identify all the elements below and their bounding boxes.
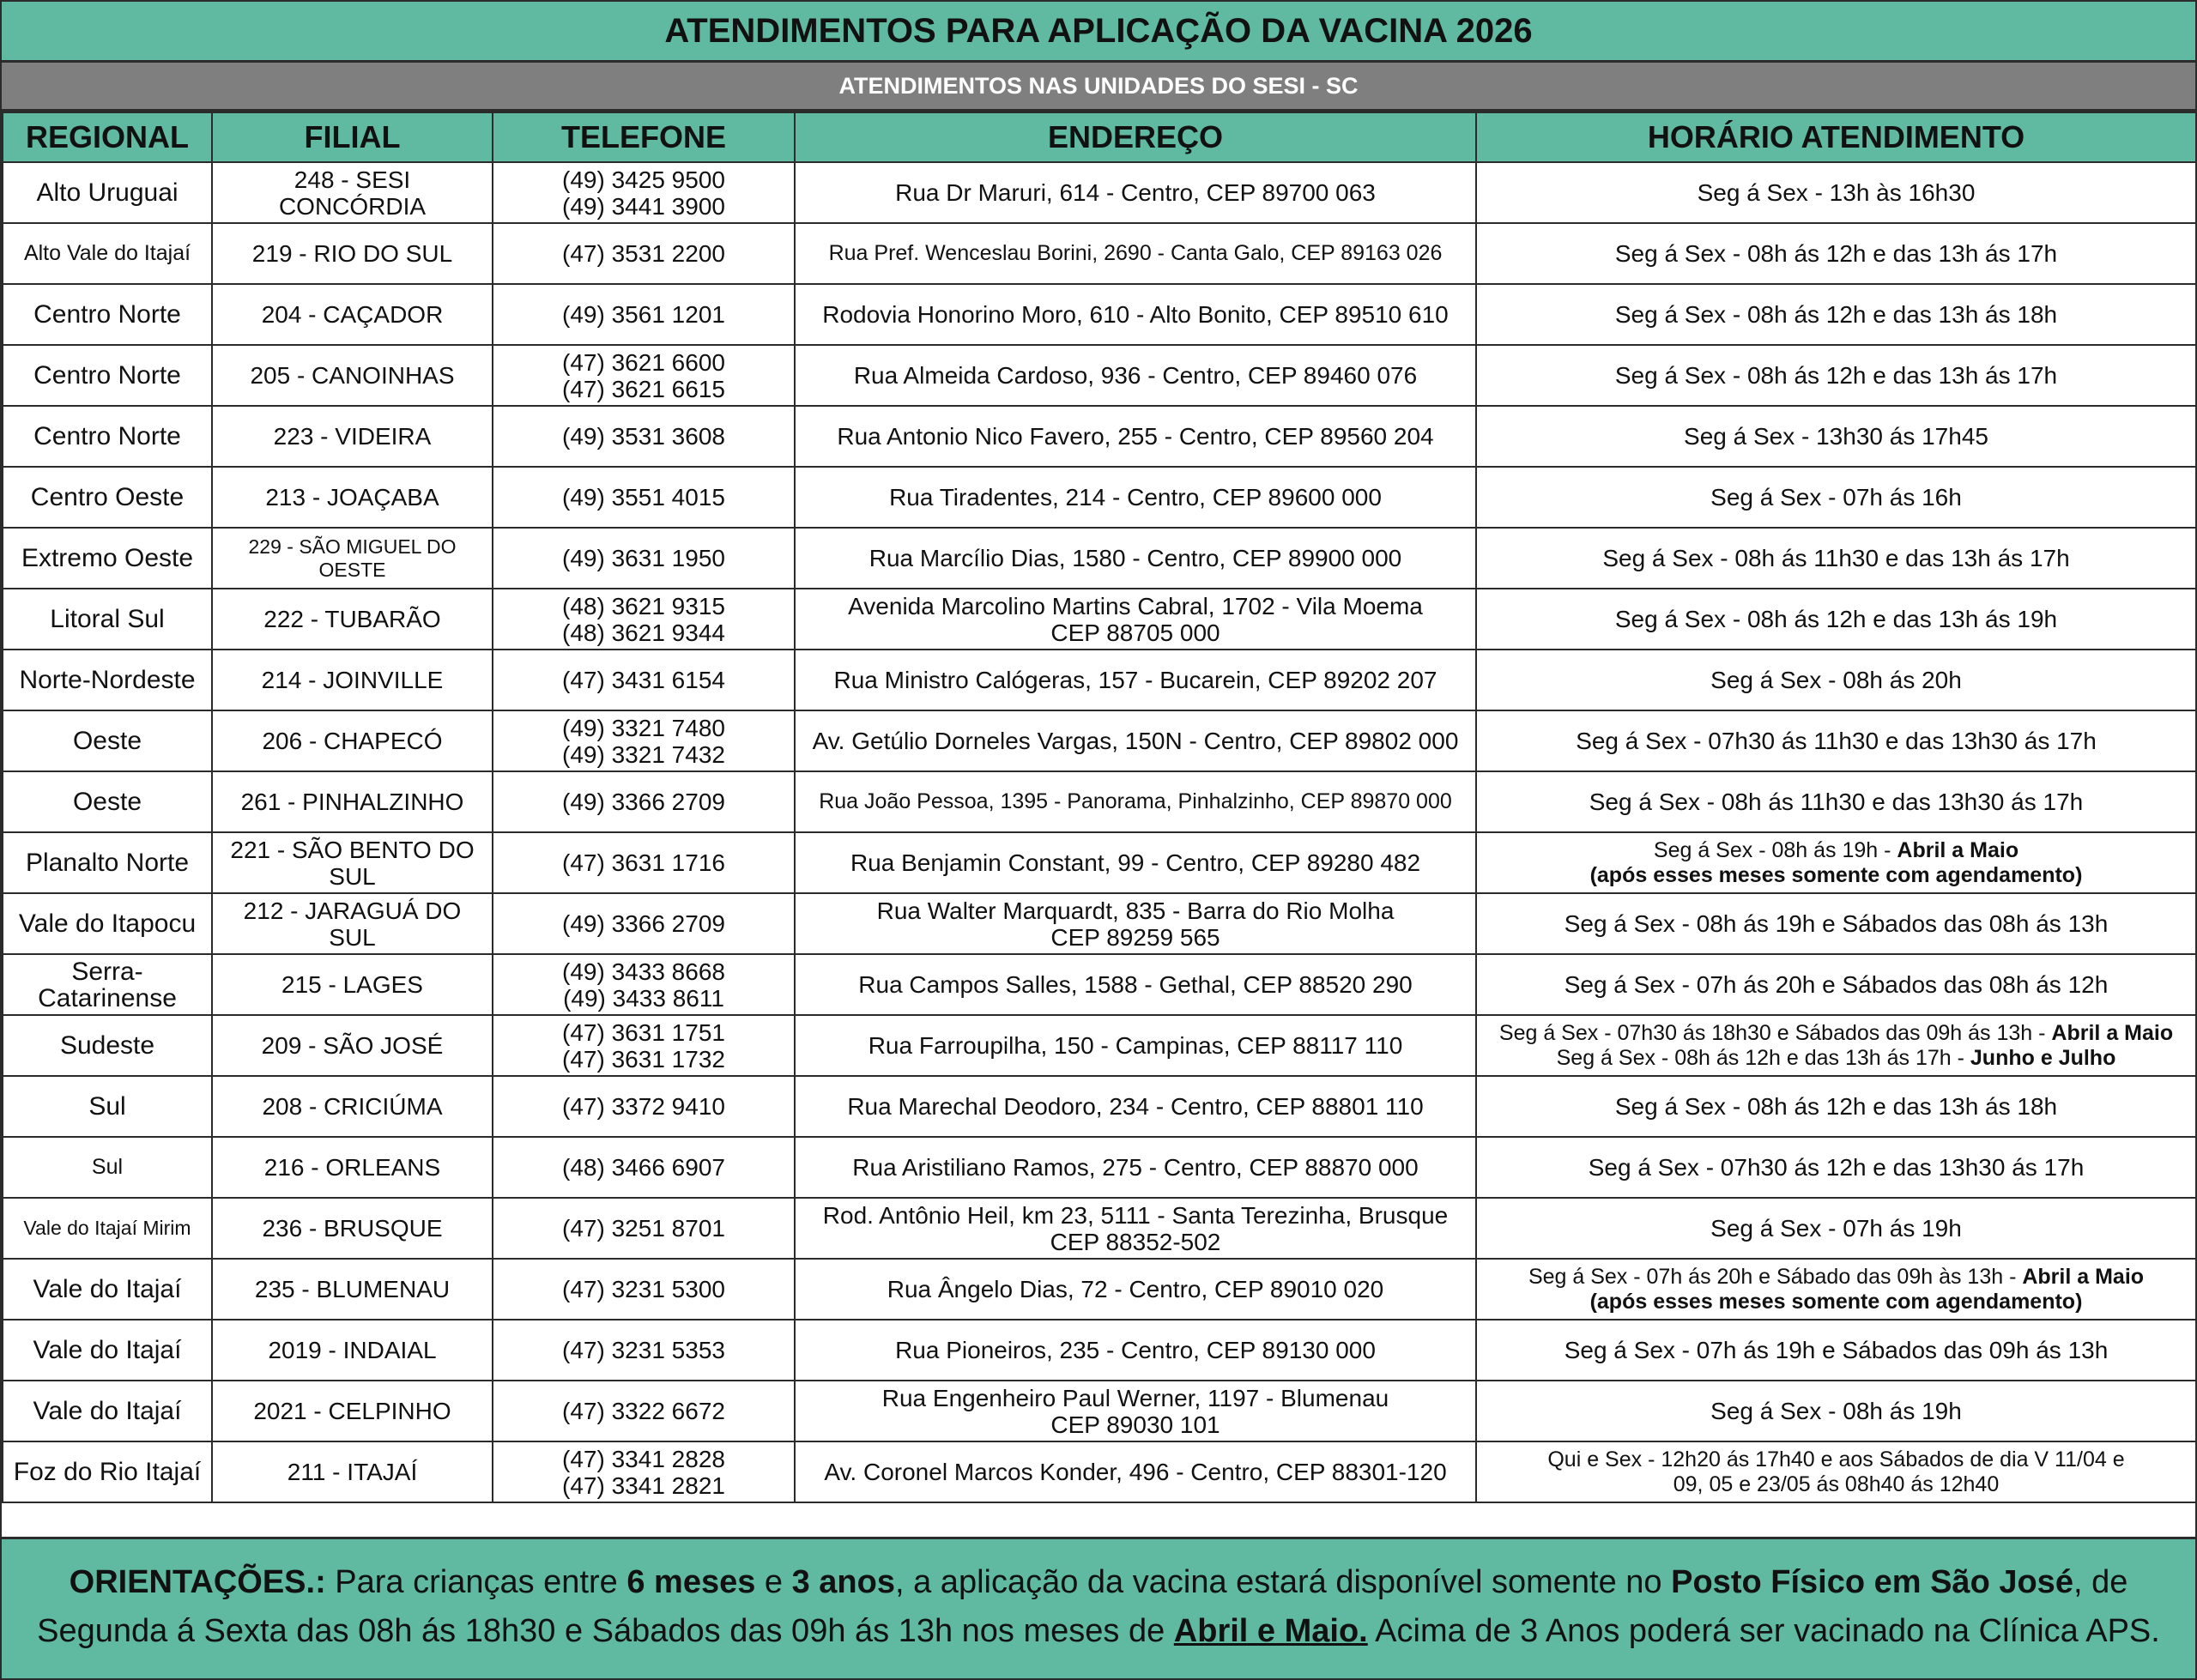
cell-endereco (795, 1381, 1476, 1441)
cell-telefone (493, 1137, 795, 1198)
cell-horario (1476, 1441, 2196, 1502)
cell-regional: Centro Norte (3, 345, 212, 406)
cell-filial: 2019 - INDAIAL (212, 1320, 493, 1381)
hours-line (1482, 301, 2190, 328)
cell-regional: Sul (3, 1076, 212, 1137)
cell-telefone (493, 345, 795, 406)
phone-number: (47) 3631 1732 (562, 1045, 725, 1073)
hours-line (1482, 362, 2190, 389)
cell-telefone (493, 528, 795, 589)
guidance-text: , a aplicação da vacina estará disponível somente no (895, 1564, 1672, 1600)
cell-telefone (493, 893, 795, 954)
phone-number: (47) 3631 1716 (562, 849, 725, 876)
cell-endereco (795, 467, 1476, 528)
phone-number: (49) 3321 7432 (562, 740, 725, 768)
cell-telefone (493, 1076, 795, 1137)
cell-filial: 236 - BRUSQUE (212, 1198, 493, 1259)
table-header-row (3, 112, 2196, 162)
address-line: Rua Tiradentes, 214 - Centro, CEP 89600 000 (889, 484, 1382, 511)
address-line: CEP 89259 565 (1050, 923, 1220, 951)
phone-number: (47) 3431 6154 (562, 667, 725, 693)
address-line: CEP 88705 000 (1050, 619, 1220, 646)
hours-period: (após esses meses somente com agendamento) (1589, 862, 2083, 887)
hours-text: Seg á Sex - 08h ás 19h - (1653, 837, 1897, 862)
cell-endereco (795, 162, 1476, 223)
cell-regional: Centro Oeste (3, 467, 212, 528)
cell-horario (1476, 1320, 2196, 1381)
phone-number: (49) 3433 8611 (563, 984, 724, 1012)
cell-regional: Centro Norte (3, 284, 212, 345)
cell-horario (1476, 710, 2196, 771)
hours-text: Seg á Sex - 07h ás 20h e Sábados das 08h ás 12h (1564, 971, 2109, 998)
hours-line (1482, 179, 2190, 206)
cell-filial: 205 - CANOINHAS (212, 345, 493, 406)
cell-telefone (493, 1320, 795, 1381)
address-line: Rua Almeida Cardoso, 936 - Centro, CEP 89460 076 (853, 362, 1418, 389)
cell-filial: 211 - ITAJAÍ (212, 1441, 493, 1502)
cell-endereco (795, 1320, 1476, 1381)
hours-line (1482, 545, 2190, 571)
cell-telefone (493, 223, 795, 284)
address-line: Rua Farroupilha, 150 - Campinas, CEP 88117 110 (868, 1032, 1403, 1059)
hours-text: Seg á Sex - 08h ás 20h (1710, 667, 1962, 693)
cell-filial: 216 - ORLEANS (212, 1137, 493, 1198)
phone-number: (47) 3251 8701 (562, 1215, 725, 1242)
address-line: Rua Benjamin Constant, 99 - Centro, CEP 89280 482 (850, 849, 1421, 876)
hours-text: Seg á Sex - 07h30 ás 12h e das 13h30 ás 17h (1588, 1154, 2085, 1181)
cell-endereco (795, 345, 1476, 406)
cell-regional: Vale do Itajaí Mirim (3, 1198, 212, 1259)
cell-regional: Centro Norte (3, 406, 212, 467)
cell-filial: 213 - JOAÇABA (212, 467, 493, 528)
phone-number: (48) 3466 6907 (562, 1154, 725, 1181)
cell-horario (1476, 162, 2196, 223)
hours-text: Seg á Sex - 08h ás 12h e das 13h ás 18h (1614, 1093, 2058, 1120)
hours-text: Seg á Sex - 13h30 ás 17h45 (1684, 423, 1988, 450)
cell-horario (1476, 1381, 2196, 1441)
cell-regional: Vale do Itajaí (3, 1381, 212, 1441)
hours-line (1482, 910, 2190, 937)
cell-endereco (795, 223, 1476, 284)
phone-number: (47) 3341 2828 (562, 1445, 725, 1472)
address-line: Rua Campos Salles, 1588 - Gethal, CEP 88520 290 (858, 971, 1413, 998)
cell-filial: 2021 - CELPINHO (212, 1381, 493, 1441)
cell-filial: 248 - SESI CONCÓRDIA (212, 162, 493, 223)
hours-line (1482, 1215, 2190, 1242)
phone-number: (48) 3621 9344 (562, 619, 725, 646)
guidance-text: Para crianças entre (325, 1564, 627, 1600)
address-line: Rua Ministro Calógeras, 157 - Bucarein, CEP 89202 207 (833, 667, 1437, 693)
cell-filial: 223 - VIDEIRA (212, 406, 493, 467)
table-row (3, 650, 2196, 710)
phone-number: (47) 3231 5353 (562, 1337, 725, 1363)
hours-text: 09, 05 e 23/05 ás 08h40 ás 12h40 (1673, 1472, 2000, 1496)
hours-text: Seg á Sex - 08h ás 11h30 e das 13h30 ás 17h (1589, 789, 2084, 815)
address-line: Rua Pioneiros, 235 - Centro, CEP 89130 000 (895, 1337, 1376, 1363)
hours-period: (após esses meses somente com agendamento) (1589, 1289, 2083, 1314)
phone-number: (47) 3621 6600 (562, 348, 725, 376)
page-subtitle: ATENDIMENTOS NAS UNIDADES DO SESI - SC (2, 63, 2195, 112)
hours-period: Abril a Maio (2022, 1264, 2145, 1289)
table-row (3, 1076, 2196, 1137)
address-line: Rua João Pessoa, 1395 - Panorama, Pinhalzinho, CEP 89870 000 (819, 789, 1452, 813)
cell-endereco (795, 284, 1476, 345)
table-row (3, 1381, 2196, 1441)
guidance-location: Posto Físico em São José (1671, 1564, 2073, 1600)
cell-endereco (795, 954, 1476, 1015)
cell-horario (1476, 650, 2196, 710)
cell-filial: 215 - LAGES (212, 954, 493, 1015)
phone-number: (47) 3372 9410 (562, 1093, 725, 1120)
cell-endereco (795, 1137, 1476, 1198)
cell-filial: 212 - JARAGUÁ DO SUL (212, 893, 493, 954)
guidance-note (2, 1537, 2195, 1678)
header-horario: HORÁRIO ATENDIMENTO (1476, 112, 2196, 162)
guidance-label: ORIENTAÇÕES.: (69, 1564, 326, 1600)
cell-horario (1476, 1137, 2196, 1198)
cell-horario (1476, 1076, 2196, 1137)
table-row (3, 1441, 2196, 1502)
cell-telefone (493, 710, 795, 771)
hours-period: Abril a Maio (2051, 1020, 2174, 1045)
hours-text: Seg á Sex - 08h ás 11h30 e das 13h ás 17h (1602, 545, 2070, 571)
address-line: Rua Antonio Nico Favero, 255 - Centro, CEP 89560 204 (837, 423, 1434, 450)
address-line: Rua Marechal Deodoro, 234 - Centro, CEP 88801 110 (847, 1093, 1424, 1120)
cell-horario (1476, 832, 2196, 893)
cell-telefone (493, 467, 795, 528)
hours-text: Seg á Sex - 13h às 16h30 (1697, 179, 1976, 206)
table-row (3, 406, 2196, 467)
cell-filial: 261 - PINHALZINHO (212, 771, 493, 832)
cell-horario (1476, 467, 2196, 528)
address-line: Rua Walter Marquardt, 835 - Barra do Rio Molha (876, 897, 1395, 924)
phone-number: (47) 3531 2200 (562, 240, 725, 267)
phone-number: (49) 3321 7480 (562, 714, 725, 741)
cell-regional: Serra-Catarinense (3, 954, 212, 1015)
phone-number: (49) 3433 8668 (562, 958, 725, 985)
address-line: Rua Aristiliano Ramos, 275 - Centro, CEP 88870 000 (852, 1154, 1419, 1181)
address-line: Avenida Marcolino Martins Cabral, 1702 - Vila Moema (848, 592, 1423, 619)
table-row (3, 345, 2196, 406)
cell-telefone (493, 162, 795, 223)
cell-regional: Extremo Oeste (3, 528, 212, 589)
cell-horario (1476, 893, 2196, 954)
cell-horario (1476, 284, 2196, 345)
cell-regional: Planalto Norte (3, 832, 212, 893)
cell-regional: Oeste (3, 710, 212, 771)
cell-endereco (795, 832, 1476, 893)
phone-number: (49) 3366 2709 (562, 789, 725, 815)
cell-telefone (493, 1381, 795, 1441)
hours-text: Seg á Sex - 08h ás 12h e das 13h ás 17h - (1556, 1045, 1970, 1070)
hours-text: Qui e Sex - 12h20 ás 17h40 e aos Sábados de dia V 11/04 e (1547, 1447, 2125, 1472)
guidance-months: Abril e Maio. (1173, 1613, 1368, 1649)
address-line: Rua Marcílio Dias, 1580 - Centro, CEP 89900 000 (869, 545, 1402, 571)
cell-horario (1476, 1259, 2196, 1320)
cell-endereco (795, 1198, 1476, 1259)
address-line: CEP 88352-502 (1050, 1228, 1221, 1255)
phone-number: (47) 3322 6672 (562, 1398, 725, 1424)
cell-telefone (493, 1259, 795, 1320)
hours-text: Seg á Sex - 08h ás 12h e das 13h ás 18h (1614, 301, 2058, 328)
hours-text: Seg á Sex - 08h ás 19h e Sábados das 08h ás 13h (1564, 910, 2109, 937)
phone-number: (47) 3231 5300 (562, 1276, 725, 1302)
phone-number: (47) 3341 2821 (562, 1472, 725, 1499)
cell-regional: Vale do Itapocu (3, 893, 212, 954)
cell-telefone (493, 1198, 795, 1259)
table-row (3, 284, 2196, 345)
address-line: Rua Dr Maruri, 614 - Centro, CEP 89700 063 (895, 179, 1376, 206)
address-line: CEP 89030 101 (1050, 1411, 1220, 1438)
address-line: Av. Getúlio Dorneles Vargas, 150N - Centro, CEP 89802 000 (812, 728, 1459, 754)
phone-number: (49) 3561 1201 (562, 301, 725, 328)
cell-regional: Sul (3, 1137, 212, 1198)
cell-telefone (493, 771, 795, 832)
hours-line (1482, 423, 2190, 450)
table-row (3, 1137, 2196, 1198)
cell-endereco (795, 893, 1476, 954)
header-filial: FILIAL (212, 112, 493, 162)
hours-line (1482, 1337, 2190, 1363)
table-row (3, 162, 2196, 223)
page-title: ATENDIMENTOS PARA APLICAÇÃO DA VACINA 2026 (2, 2, 2195, 63)
table-row (3, 893, 2196, 954)
guidance-age-max: 3 anos (791, 1564, 895, 1600)
cell-horario (1476, 223, 2196, 284)
phone-number: (47) 3621 6615 (562, 375, 725, 402)
guidance-text: , de Segunda á Sexta das 08h ás 18h30 e Sábados das 09h ás 13h nos meses de (37, 1564, 2128, 1649)
cell-endereco (795, 650, 1476, 710)
cell-regional: Foz do Rio Itajaí (3, 1441, 212, 1502)
address-line: Av. Coronel Marcos Konder, 496 - Centro, CEP 88301-120 (824, 1459, 1447, 1485)
hours-line (1482, 484, 2190, 511)
header-endereco: ENDEREÇO (795, 112, 1476, 162)
cell-regional: Norte-Nordeste (3, 650, 212, 710)
cell-endereco (795, 1076, 1476, 1137)
cell-endereco (795, 1015, 1476, 1076)
cell-endereco (795, 710, 1476, 771)
cell-filial: 204 - CAÇADOR (212, 284, 493, 345)
hours-line (1482, 1154, 2190, 1181)
table-row (3, 832, 2196, 893)
cell-filial: 229 - SÃO MIGUEL DO OESTE (212, 528, 493, 589)
cell-endereco (795, 528, 1476, 589)
cell-telefone (493, 650, 795, 710)
hours-text: Seg á Sex - 08h ás 12h e das 13h ás 17h (1614, 240, 2058, 267)
hours-line (1482, 1290, 2190, 1314)
cell-telefone (493, 954, 795, 1015)
cell-telefone (493, 832, 795, 893)
hours-text: Seg á Sex - 07h ás 16h (1710, 484, 1962, 511)
table-row (3, 589, 2196, 650)
hours-line (1482, 838, 2190, 863)
address-line: Rod. Antônio Heil, km 23, 5111 - Santa Terezinha, Brusque (822, 1201, 1449, 1229)
cell-endereco (795, 1259, 1476, 1320)
cell-filial: 214 - JOINVILLE (212, 650, 493, 710)
hours-line (1482, 1046, 2190, 1071)
hours-line (1482, 1093, 2190, 1120)
hours-line (1482, 1472, 2190, 1497)
table-row (3, 954, 2196, 1015)
cell-horario (1476, 528, 2196, 589)
cell-horario (1476, 771, 2196, 832)
hours-period: Junho e Julho (1970, 1045, 2116, 1070)
phone-number: (49) 3425 9500 (562, 166, 725, 193)
hours-text: Seg á Sex - 07h30 ás 18h30 e Sábados das 09h ás 13h - (1498, 1020, 2052, 1045)
hours-text: Seg á Sex - 08h ás 12h e das 13h ás 19h (1614, 606, 2058, 632)
table-body (3, 162, 2196, 1502)
hours-line (1482, 863, 2190, 888)
cell-telefone (493, 589, 795, 650)
hours-period: Abril a Maio (1897, 837, 2019, 862)
hours-text: Seg á Sex - 07h ás 19h (1710, 1215, 1962, 1242)
cell-regional: Oeste (3, 771, 212, 832)
table-row (3, 528, 2196, 589)
cell-endereco (795, 1441, 1476, 1502)
cell-endereco (795, 406, 1476, 467)
cell-horario (1476, 954, 2196, 1015)
cell-filial: 209 - SÃO JOSÉ (212, 1015, 493, 1076)
address-line: Rua Pref. Wenceslau Borini, 2690 - Canta Galo, CEP 89163 026 (828, 241, 1443, 265)
cell-horario (1476, 345, 2196, 406)
phone-number: (48) 3621 9315 (562, 592, 725, 619)
phone-number: (49) 3551 4015 (562, 484, 725, 511)
hours-line (1482, 1265, 2190, 1290)
address-line: Rua Ângelo Dias, 72 - Centro, CEP 89010 020 (887, 1276, 1384, 1302)
hours-line (1482, 240, 2190, 267)
hours-text: Seg á Sex - 07h30 ás 11h30 e das 13h30 ás 17h (1576, 728, 2097, 754)
table-row (3, 1015, 2196, 1076)
hours-line (1482, 1447, 2190, 1472)
cell-regional: Alto Vale do Itajaí (3, 223, 212, 284)
cell-filial: 221 - SÃO BENTO DO SUL (212, 832, 493, 893)
cell-regional: Alto Uruguai (3, 162, 212, 223)
cell-horario (1476, 1015, 2196, 1076)
schedule-table (2, 112, 2197, 1503)
cell-endereco (795, 771, 1476, 832)
phone-number: (49) 3441 3900 (562, 192, 725, 220)
cell-horario (1476, 589, 2196, 650)
cell-filial: 222 - TUBARÃO (212, 589, 493, 650)
cell-regional: Litoral Sul (3, 589, 212, 650)
table-row (3, 771, 2196, 832)
table-row (3, 1259, 2196, 1320)
table-row (3, 1198, 2196, 1259)
phone-number: (47) 3631 1751 (562, 1018, 725, 1046)
hours-line (1482, 606, 2190, 632)
hours-text: Seg á Sex - 07h ás 19h e Sábados das 09h ás 13h (1564, 1337, 2109, 1363)
cell-telefone (493, 284, 795, 345)
hours-line (1482, 971, 2190, 998)
hours-text: Seg á Sex - 08h ás 12h e das 13h ás 17h (1614, 362, 2058, 389)
cell-telefone (493, 1441, 795, 1502)
guidance-text: e (755, 1564, 792, 1600)
address-line: Rodovia Honorino Moro, 610 - Alto Bonito, CEP 89510 610 (822, 301, 1449, 328)
cell-endereco (795, 589, 1476, 650)
cell-regional: Vale do Itajaí (3, 1320, 212, 1381)
phone-number: (49) 3631 1950 (562, 545, 725, 571)
guidance-age-min: 6 meses (626, 1564, 756, 1600)
header-telefone: TELEFONE (493, 112, 795, 162)
hours-text: Seg á Sex - 07h ás 20h e Sábado das 09h às 13h - (1528, 1264, 2023, 1289)
table-row (3, 223, 2196, 284)
header-regional: REGIONAL (3, 112, 212, 162)
hours-line (1482, 667, 2190, 693)
cell-regional: Sudeste (3, 1015, 212, 1076)
table-row (3, 467, 2196, 528)
hours-text: Seg á Sex - 08h ás 19h (1710, 1398, 1962, 1424)
cell-horario (1476, 1198, 2196, 1259)
cell-filial: 235 - BLUMENAU (212, 1259, 493, 1320)
hours-line (1482, 728, 2190, 754)
cell-filial: 219 - RIO DO SUL (212, 223, 493, 284)
hours-line (1482, 789, 2190, 815)
address-line: Rua Engenheiro Paul Werner, 1197 - Blumenau (881, 1384, 1389, 1411)
hours-line (1482, 1021, 2190, 1046)
guidance-text: Acima de 3 Anos poderá ser vacinado na Clínica APS. (1367, 1613, 2160, 1649)
cell-telefone (493, 406, 795, 467)
cell-filial: 208 - CRICIÚMA (212, 1076, 493, 1137)
table-row (3, 710, 2196, 771)
cell-filial: 206 - CHAPECÓ (212, 710, 493, 771)
cell-telefone (493, 1015, 795, 1076)
cell-regional: Vale do Itajaí (3, 1259, 212, 1320)
cell-horario (1476, 406, 2196, 467)
table-row (3, 1320, 2196, 1381)
phone-number: (49) 3531 3608 (562, 423, 725, 450)
phone-number: (49) 3366 2709 (562, 910, 725, 937)
hours-line (1482, 1398, 2190, 1424)
